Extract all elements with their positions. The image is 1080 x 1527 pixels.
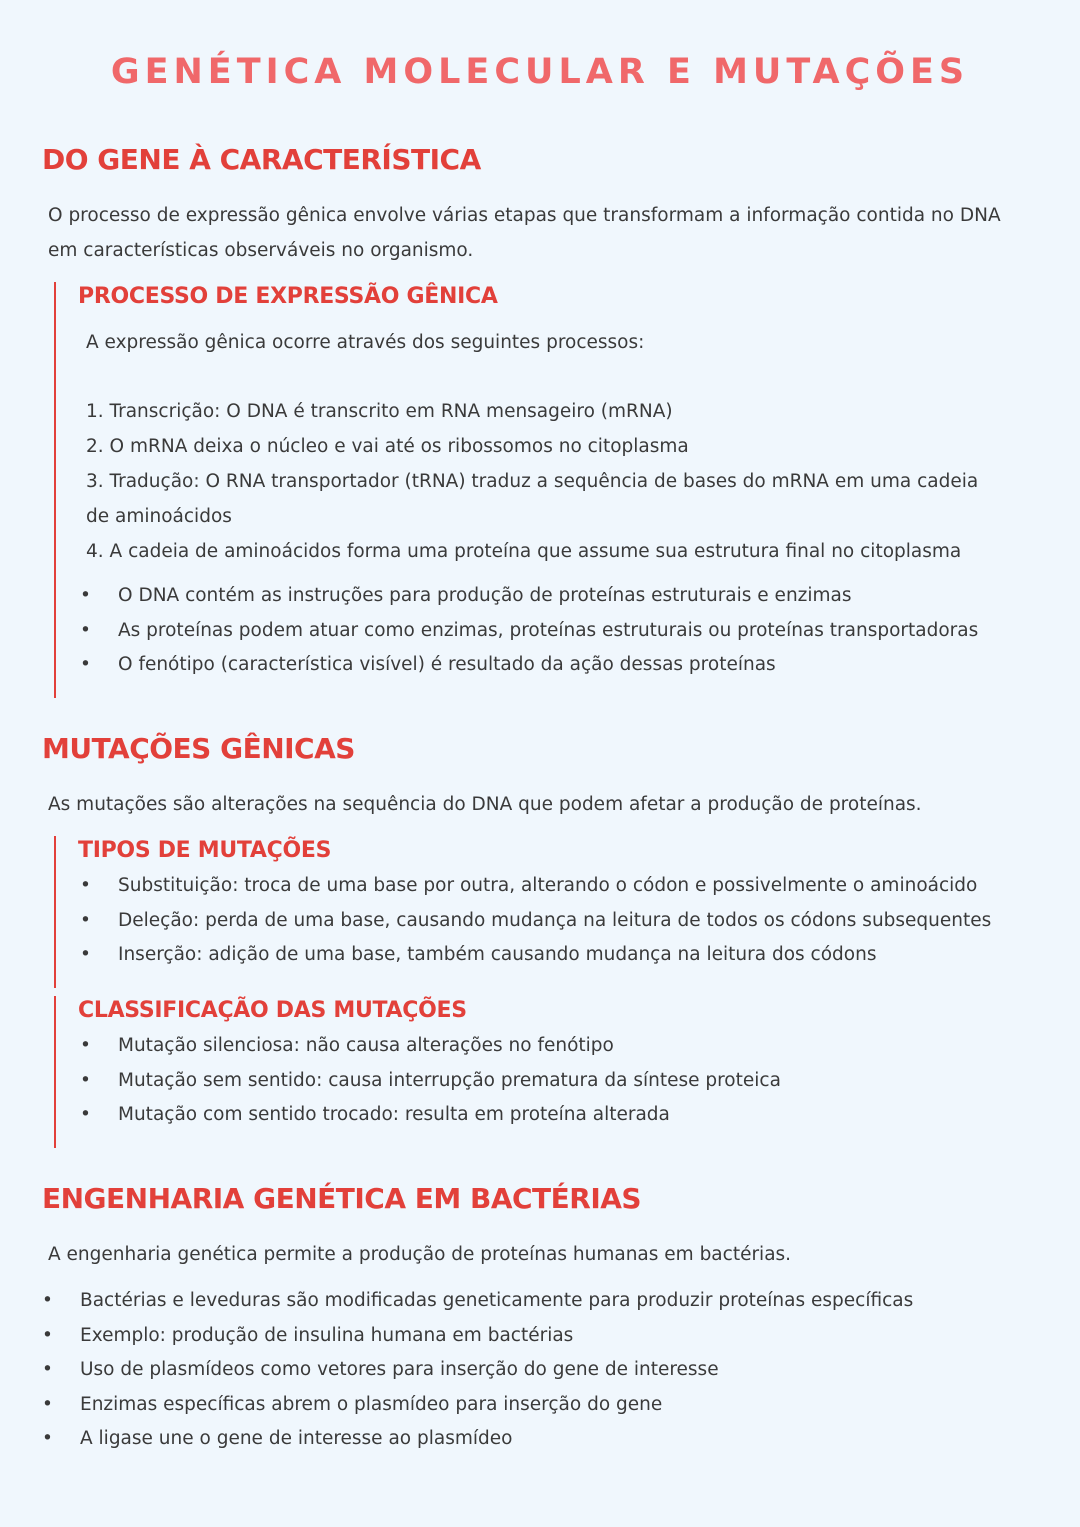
intro-line: O processo de expressão gênica envolve várias etapas que transformam a informação contida no DNA	[48, 205, 1001, 226]
step-item: 1. Transcrição: O DNA é transcrito em RNA mensageiro (mRNA)	[86, 401, 673, 422]
bullet-item: • Mutação silenciosa: não causa alterações no fenótipo	[78, 1029, 781, 1064]
step-item: 3. Tradução: O RNA transportador (tRNA) traduz a sequência de bases do mRNA em uma cadeia	[86, 471, 979, 492]
callout-expression-process	[54, 282, 978, 698]
callout-mutation-classification	[54, 996, 781, 1148]
bullet-item: • As proteínas podem atuar como enzimas, proteínas estruturais ou proteínas transportadoras	[78, 614, 978, 649]
bullet-item: • O DNA contém as instruções para produção de proteínas estruturais e enzimas	[78, 579, 978, 614]
page-title: GENÉTICA MOLECULAR E MUTAÇÕES	[110, 52, 970, 92]
bullet-list	[78, 869, 991, 973]
bullet-item: • Mutação com sentido trocado: resulta em proteína alterada	[78, 1098, 781, 1133]
section-heading-mutations: MUTAÇÕES GÊNICAS	[42, 732, 355, 765]
section-intro-gene	[48, 198, 1028, 268]
subheading-mutation-classification: CLASSIFICAÇÃO DAS MUTAÇÕES	[78, 998, 467, 1023]
bullet-item: • Bactérias e leveduras são modificadas geneticamente para produzir proteínas específicas	[40, 1284, 913, 1319]
bullet-item: • Deleção: perda de uma base, causando mudança na leitura de todos os códons subsequentes	[78, 904, 991, 939]
bullet-item: • O fenótipo (característica visível) é resultado da ação dessas proteínas	[78, 648, 978, 683]
bullet-list	[78, 1029, 781, 1133]
section-intro-engineering: A engenharia genética permite a produção de proteínas humanas em bactérias.	[48, 1244, 792, 1265]
bullet-item: • A ligase une o gene de interesse ao plasmídeo	[40, 1422, 913, 1457]
bullet-item: • Inserção: adição de uma base, também causando mudança na leitura dos códons	[78, 938, 991, 973]
step-item: de aminoácidos	[86, 506, 232, 527]
subheading-mutation-types: TIPOS DE MUTAÇÕES	[78, 838, 332, 863]
bullet-item: • Substituição: troca de uma base por outra, alterando o códon e possivelmente o aminoácido	[78, 869, 991, 904]
subheading-expression: PROCESSO DE EXPRESSÃO GÊNICA	[78, 284, 498, 309]
section-heading-engineering: ENGENHARIA GENÉTICA EM BACTÉRIAS	[42, 1182, 642, 1215]
bullet-list	[78, 579, 978, 683]
section-heading-gene: DO GENE À CARACTERÍSTICA	[42, 143, 481, 176]
intro-line: em características observáveis no organismo.	[48, 240, 474, 261]
steps-list	[78, 394, 978, 569]
callout-mutation-types	[54, 836, 991, 988]
bullet-item: • Mutação sem sentido: causa interrupção prematura da síntese proteica	[78, 1064, 781, 1099]
bullet-list	[40, 1284, 913, 1457]
section-intro-mutations: As mutações são alterações na sequência do DNA que podem afetar a produção de proteínas.	[48, 794, 922, 815]
bullet-item: • Uso de plasmídeos como vetores para inserção do gene de interesse	[40, 1353, 913, 1388]
step-item: 2. O mRNA deixa o núcleo e vai até os ribossomos no citoplasma	[86, 436, 689, 457]
bullet-item: • Exemplo: produção de insulina humana em bactérias	[40, 1319, 913, 1354]
subsection-intro: A expressão gênica ocorre através dos seguintes processos:	[86, 332, 645, 353]
step-item: 4. A cadeia de aminoácidos forma uma proteína que assume sua estrutura final no citoplasma	[86, 541, 962, 562]
bullet-item: • Enzimas específicas abrem o plasmídeo para inserção do gene	[40, 1388, 913, 1423]
